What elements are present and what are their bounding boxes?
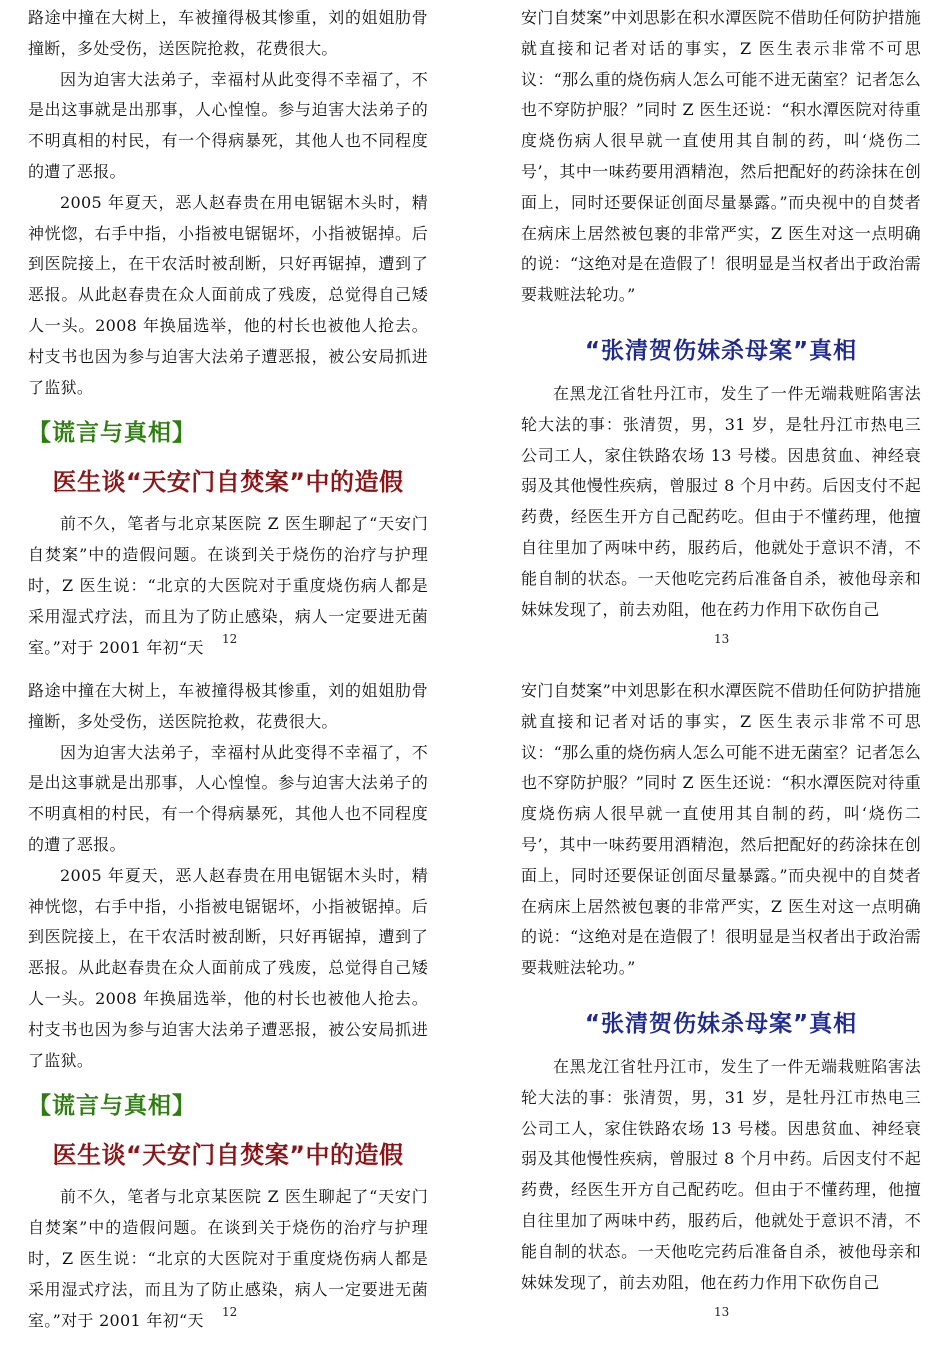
paragraph: 路途中撞在大树上，车被撞得极其惨重，刘的姐姐肋骨撞断，多处受伤，送医院抢救，花费很大。: [28, 681, 428, 731]
paragraph: 2005 年夏天，恶人赵春贵在用电锯锯木头时，精神恍惚，右手中指，小指被电锯锯坏，小指被锯掉。后到医院接上，在干农活时被刮断，只好再锯掉，遭到了恶报。从此赵春贵在众人面前成了残废，总觉得自己矮人一头。2008 年换届选举，他的村长也被他人抢去。村支书也因为参与迫害大法弟子遭恶报，被公安局抓进了监狱。: [28, 192, 428, 397]
paragraph: 2005 年夏天，恶人赵春贵在用电锯锯木头时，精神恍惚，右手中指，小指被电锯锯坏，小指被锯掉。后到医院接上，在干农活时被刮断，只好再锯掉，遭到了恶报。从此赵春贵在众人面前成了残废，总觉得自己矮人一头。2008 年换届选举，他的村长也被他人抢去。村支书也因为参与迫害大法弟子遭恶报，被公安局抓进了监狱。: [28, 865, 428, 1070]
page-number: 13: [714, 632, 730, 646]
left-page-bottom: [28, 676, 428, 1336]
paragraph: 路途中撞在大树上，车被撞得极其惨重，刘的姐姐肋骨撞断，多处受伤，送医院抢救，花费很大。: [28, 8, 428, 58]
page-number: 13: [714, 1305, 730, 1319]
paragraph: 安门自焚案”中刘思影在积水潭医院不借助任何防护措施就直接和记者对话的事实，Z 医生表示非常不可思议：“那么重的烧伤病人怎么可能不进无菌室？记者怎么也不穿防护服？”同时 Z 医生还说：“积水潭医院对待重度烧伤病人很早就一直使用其自制的药，叫‘烧伤二号’，其中一味药要用酒精泡，然后把配好的药涂抹在创面上，同时还要保证创面尽量暴露。”而央视中的自焚者在病床上居然被包裹的非常严实，Z 医生对这一点明确的说：“这绝对是在造假了！很明显是当权者出于政治需要栽赃法轮功。”: [521, 681, 921, 978]
paragraph: 安门自焚案”中刘思影在积水潭医院不借助任何防护措施就直接和记者对话的事实，Z 医生表示非常不可思议：“那么重的烧伤病人怎么可能不进无菌室？记者怎么也不穿防护服？”同时 Z 医生还说：“积水潭医院对待重度烧伤病人很早就一直使用其自制的药，叫‘烧伤二号’，其中一味药要用酒精泡，然后把配好的药涂抹在创面上，同时还要保证创面尽量暴露。”而央视中的自焚者在病床上居然被包裹的非常严实，Z 医生对这一点明确的说：“这绝对是在造假了！很明显是当权者出于政治需要栽赃法轮功。”: [521, 8, 921, 305]
article-title: 医生谈“天安门自焚案”中的造假: [52, 468, 404, 497]
paragraph: 因为迫害大法弟子，幸福村从此变得不幸福了，不是出这事就是出那事，人心惶惶。参与迫害大法弟子的不明真相的村民，有一个得病暴死，其他人也不同程度的遭了恶报。: [28, 69, 428, 181]
right-page-bottom: [521, 676, 921, 1298]
paragraph: 前不久，笔者与北京某医院 Z 医生聊起了“天安门自焚案”中的造假问题。在谈到关于烧伤的治疗与护理时，Z 医生说：“北京的大医院对于重度烧伤病人都是采用湿式疗法，而且为了防止感染，病人一定要进无菌室。”对于 2001 年初“天: [28, 514, 428, 657]
right-page-top: [521, 3, 921, 625]
article-title: “张清贺伤妹杀母案”真相: [584, 337, 858, 364]
article-title: “张清贺伤妹杀母案”真相: [584, 1010, 858, 1037]
paragraph: 因为迫害大法弟子，幸福村从此变得不幸福了，不是出这事就是出那事，人心惶惶。参与迫害大法弟子的不明真相的村民，有一个得病暴死，其他人也不同程度的遭了恶报。: [28, 742, 428, 854]
paragraph: 在黑龙江省牡丹江市，发生了一件无端栽赃陷害法轮大法的事：张清贺，男，31 岁，是牡丹江市热电三公司工人，家住铁路农场 13 号楼。因患贫血、神经衰弱及其他慢性疾病，曾服过 8 个月中药。后因支付不起药费，经医生开方自己配药吃。但由于不懂药理，他擅自往里加了两味中药，服药后，他就处于意识不清，不能自制的状态。一天他吃完药后准备自杀，被他母亲和妹妹发现了，前去劝阻，他在药力作用下砍伤自己: [521, 383, 921, 619]
page-number: 12: [222, 632, 238, 646]
page-number: 12: [222, 1305, 238, 1319]
section-label: 【谎言与真相】: [28, 1093, 196, 1120]
paragraph: 在黑龙江省牡丹江市，发生了一件无端栽赃陷害法轮大法的事：张清贺，男，31 岁，是牡丹江市热电三公司工人，家住铁路农场 13 号楼。因患贫血、神经衰弱及其他慢性疾病，曾服过 8 个月中药。后因支付不起药费，经医生开方自己配药吃。但由于不懂药理，他擅自往里加了两味中药，服药后，他就处于意识不清，不能自制的状态。一天他吃完药后准备自杀，被他母亲和妹妹发现了，前去劝阻，他在药力作用下砍伤自己: [521, 1056, 921, 1292]
article-title: 医生谈“天安门自焚案”中的造假: [52, 1141, 404, 1170]
section-label: 【谎言与真相】: [28, 420, 196, 447]
paragraph: 前不久，笔者与北京某医院 Z 医生聊起了“天安门自焚案”中的造假问题。在谈到关于烧伤的治疗与护理时，Z 医生说：“北京的大医院对于重度烧伤病人都是采用湿式疗法，而且为了防止感染，病人一定要进无菌室。”对于 2001 年初“天: [28, 1187, 428, 1330]
left-page-top: [28, 3, 428, 663]
